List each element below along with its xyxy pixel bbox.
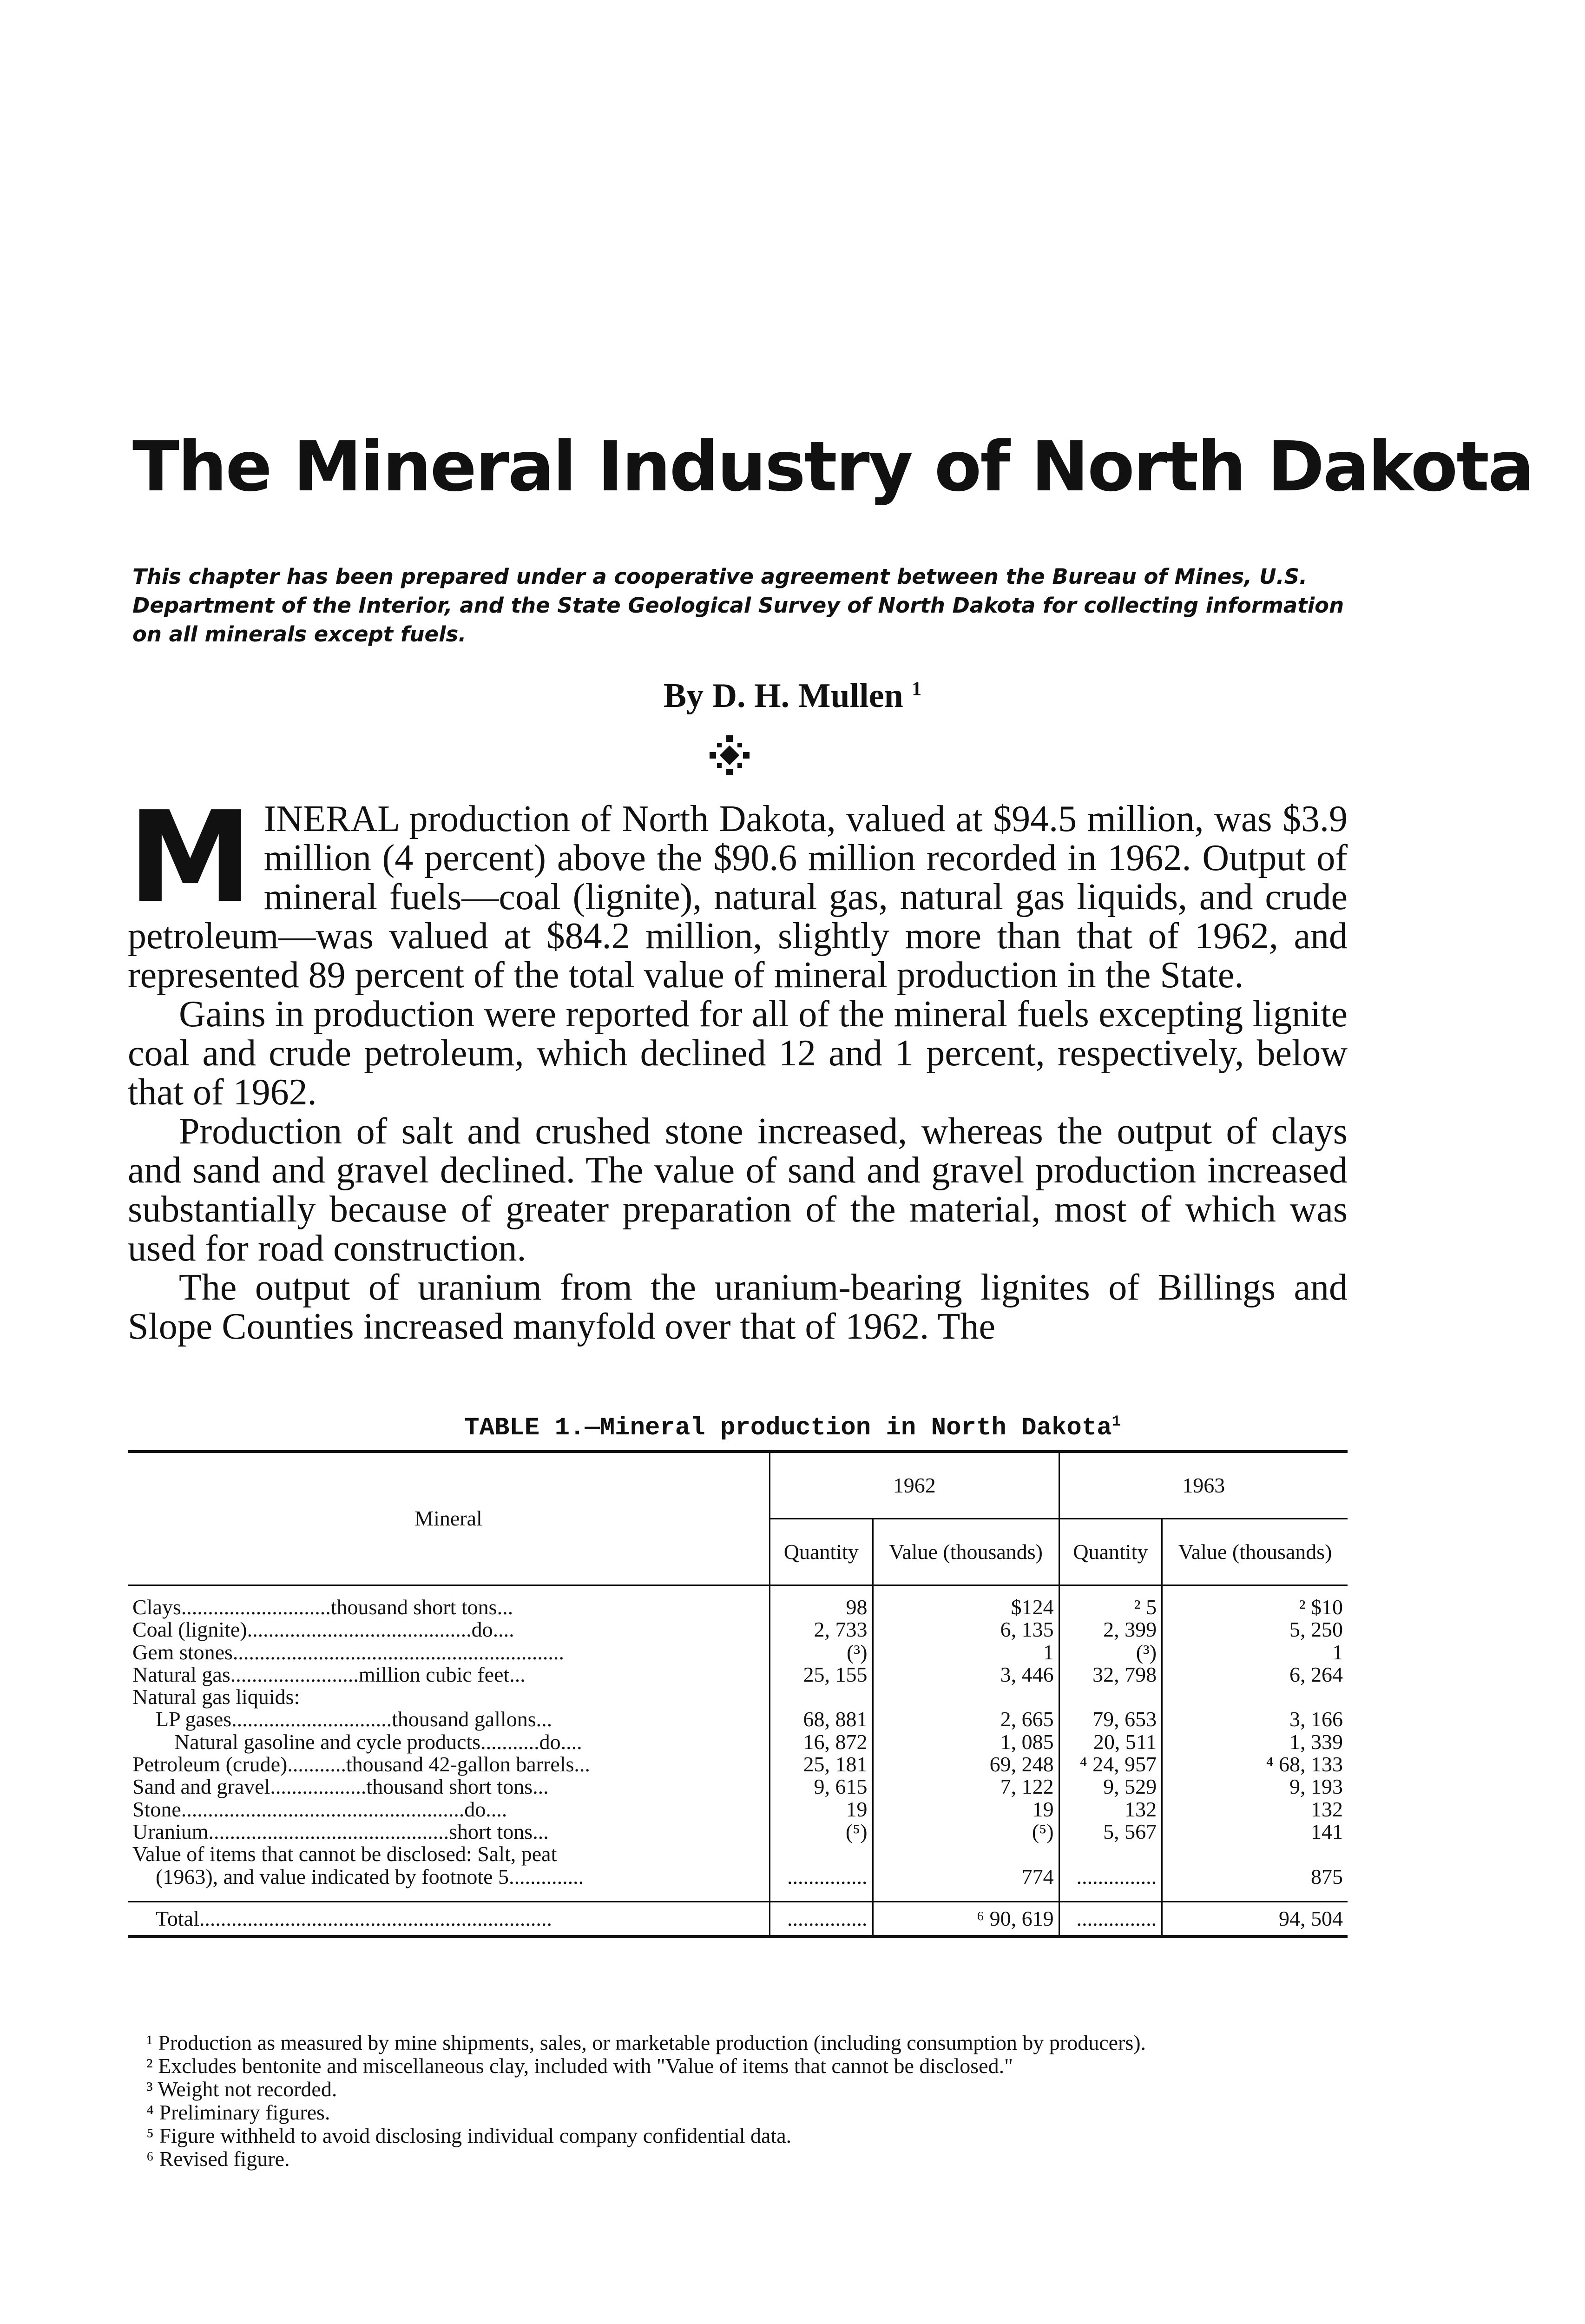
row-name: Natural gasoline and cycle products...........do.... xyxy=(174,1730,582,1754)
cell: 9, 529 xyxy=(1059,1776,1162,1798)
byline-footnote-mark: 1 xyxy=(912,678,922,700)
cell: 7, 122 xyxy=(873,1776,1059,1798)
cell: 79, 653 xyxy=(1059,1708,1162,1730)
row-name: LP gases..............................thousand gallons... xyxy=(156,1707,552,1731)
paragraph-3: Production of salt and crushed stone increased, whereas the output of clays and sand and gravel declined. The value of sand and gravel production increased substantially because of greater preparation of the material, most of which was used for road construction. xyxy=(128,1111,1348,1269)
cell: ............... xyxy=(770,1866,873,1888)
cell: ⁶ 90, 619 xyxy=(873,1901,1059,1936)
cell: 69, 248 xyxy=(873,1753,1059,1776)
cell: 774 xyxy=(873,1866,1059,1888)
cell: 2, 399 xyxy=(1059,1618,1162,1641)
cell: (⁵) xyxy=(873,1821,1059,1843)
cell: 9, 193 xyxy=(1162,1776,1348,1798)
cell: 98 xyxy=(770,1596,873,1618)
table-footnotes xyxy=(128,2031,1348,2171)
row-name: (1963), and value indicated by footnote 5.............. xyxy=(156,1864,584,1888)
table-row xyxy=(128,1641,1348,1664)
cell: 1, 339 xyxy=(1162,1731,1348,1753)
cell: 16, 872 xyxy=(770,1731,873,1753)
col-quantity-1963: Quantity xyxy=(1059,1519,1162,1585)
cell: 2, 733 xyxy=(770,1618,873,1641)
cell: 32, 798 xyxy=(1059,1664,1162,1686)
footnote: ² Excludes bentonite and miscellaneous clay, included with "Value of items that cannot be disclosed." xyxy=(146,2054,1013,2078)
cell: 875 xyxy=(1162,1866,1348,1888)
col-value-1962: Value (thousands) xyxy=(873,1519,1059,1585)
paragraph-4: The output of uranium from the uranium-bearing lignites of Billings and Slope Counties increased manyfold over that of 1962. The xyxy=(128,1267,1348,1347)
cell: 20, 511 xyxy=(1059,1731,1162,1753)
ornament-icon xyxy=(709,734,750,776)
footnote: ⁶ Revised figure. xyxy=(146,2147,290,2171)
cell: 3, 446 xyxy=(873,1664,1059,1686)
body-text xyxy=(128,784,1348,1347)
cell: 1 xyxy=(873,1641,1059,1664)
page-title: The Mineral Industry of North Dakota xyxy=(132,427,1533,507)
cell: 5, 250 xyxy=(1162,1618,1348,1641)
row-name: Natural gas........................million cubic feet... xyxy=(132,1662,526,1686)
cell: ⁴ 68, 133 xyxy=(1162,1753,1348,1776)
row-name: Clays............................thousand short tons... xyxy=(132,1595,513,1619)
table-row xyxy=(128,1618,1348,1641)
footnote: ⁴ Preliminary figures. xyxy=(146,2100,330,2124)
cell: ............... xyxy=(1059,1901,1162,1936)
table-row xyxy=(128,1731,1348,1753)
table-title-footnote-mark: 1 xyxy=(1111,1413,1121,1430)
drop-cap: M xyxy=(128,784,253,931)
col-mineral: Mineral xyxy=(128,1452,770,1585)
byline xyxy=(0,676,1585,716)
cell: 94, 504 xyxy=(1162,1901,1348,1936)
cell: 1, 085 xyxy=(873,1731,1059,1753)
row-name: Sand and gravel..................thousand short tons... xyxy=(132,1775,549,1799)
cell: ² $10 xyxy=(1162,1596,1348,1618)
cell: $124 xyxy=(873,1596,1059,1618)
cell: (³) xyxy=(1059,1641,1162,1664)
row-name: Natural gas liquids: xyxy=(132,1685,300,1709)
table-row xyxy=(128,1866,1348,1888)
footnote: ⁵ Figure withheld to avoid disclosing individual company confidential data. xyxy=(146,2124,792,2147)
col-value-1963: Value (thousands) xyxy=(1162,1519,1348,1585)
row-name: Uranium.............................................short tons... xyxy=(132,1819,549,1843)
table-row xyxy=(128,1708,1348,1730)
cell: 3, 166 xyxy=(1162,1708,1348,1730)
intro-note: This chapter has been prepared under a cooperative agreement between the Bureau of Mines, U.S. Department of the Interior, and the State Geological Survey of North Dakota for collecting information on all minerals except fuels. xyxy=(132,564,1344,647)
table-title-text: TABLE 1.—Mineral production in North Dakota xyxy=(464,1414,1112,1442)
footnote: ³ Weight not recorded. xyxy=(146,2077,337,2101)
table-row xyxy=(128,1798,1348,1821)
table-body xyxy=(128,1585,1348,1942)
table-row xyxy=(128,1776,1348,1798)
cell: ⁴ 24, 957 xyxy=(1059,1753,1162,1776)
footnote: ¹ Production as measured by mine shipments, sales, or marketable production (including consumption by producers). xyxy=(146,2031,1146,2054)
mineral-production-table xyxy=(128,1450,1348,1942)
col-quantity-1962: Quantity xyxy=(770,1519,873,1585)
table-title xyxy=(0,1413,1585,1442)
row-name: Stone.....................................................do.... xyxy=(132,1797,507,1821)
cell: (⁵) xyxy=(770,1821,873,1843)
cell: 25, 181 xyxy=(770,1753,873,1776)
paragraph-1-text: INERAL production of North Dakota, valued at $94.5 million, was $3.9 million (4 percent) above the $90.6 million recorded in 1962. Output of mineral fuels—coal (lignite), natural gas, natural gas liquids, and crude petroleum—was valued at $84.2 million, slightly more than that of 1962, and represented 89 percent of the total value of mineral production in the State. xyxy=(128,799,1348,996)
row-name: Gem stones.............................................................. xyxy=(132,1640,564,1664)
table-row xyxy=(128,1686,1348,1708)
table-row xyxy=(128,1596,1348,1618)
cell: 2, 665 xyxy=(873,1708,1059,1730)
cell: 1 xyxy=(1162,1641,1348,1664)
col-year-1963: 1963 xyxy=(1059,1452,1348,1519)
col-year-1962: 1962 xyxy=(770,1452,1059,1519)
cell: 19 xyxy=(770,1798,873,1821)
table-row xyxy=(128,1753,1348,1776)
table-row xyxy=(128,1821,1348,1843)
cell: ............... xyxy=(1059,1866,1162,1888)
cell: 6, 264 xyxy=(1162,1664,1348,1686)
paragraph-2: Gains in production were reported for all of the mineral fuels excepting lignite coal and crude petroleum, which declined 12 and 1 percent, respectively, below that of 1962. xyxy=(128,994,1348,1113)
cell: 132 xyxy=(1059,1798,1162,1821)
table-row xyxy=(128,1664,1348,1686)
author-name: By D. H. Mullen xyxy=(663,677,903,715)
cell: 19 xyxy=(873,1798,1059,1821)
paragraph-1 xyxy=(128,784,1348,996)
cell: 6, 135 xyxy=(873,1618,1059,1641)
cell: 5, 567 xyxy=(1059,1821,1162,1843)
cell: 132 xyxy=(1162,1798,1348,1821)
cell: ............... xyxy=(770,1901,873,1936)
cell: 9, 615 xyxy=(770,1776,873,1798)
cell: 68, 881 xyxy=(770,1708,873,1730)
total-row xyxy=(128,1901,1348,1936)
cell: 25, 155 xyxy=(770,1664,873,1686)
row-name: Coal (lignite)..........................................do.... xyxy=(132,1618,514,1642)
row-name: Value of items that cannot be disclosed: Salt, peat xyxy=(132,1842,557,1866)
cell: (³) xyxy=(770,1641,873,1664)
table-row xyxy=(128,1843,1348,1865)
cell: 141 xyxy=(1162,1821,1348,1843)
cell: ² 5 xyxy=(1059,1596,1162,1618)
row-name: Total.................................................................. xyxy=(156,1906,552,1930)
row-name: Petroleum (crude)...........thousand 42-gallon barrels... xyxy=(132,1752,590,1776)
